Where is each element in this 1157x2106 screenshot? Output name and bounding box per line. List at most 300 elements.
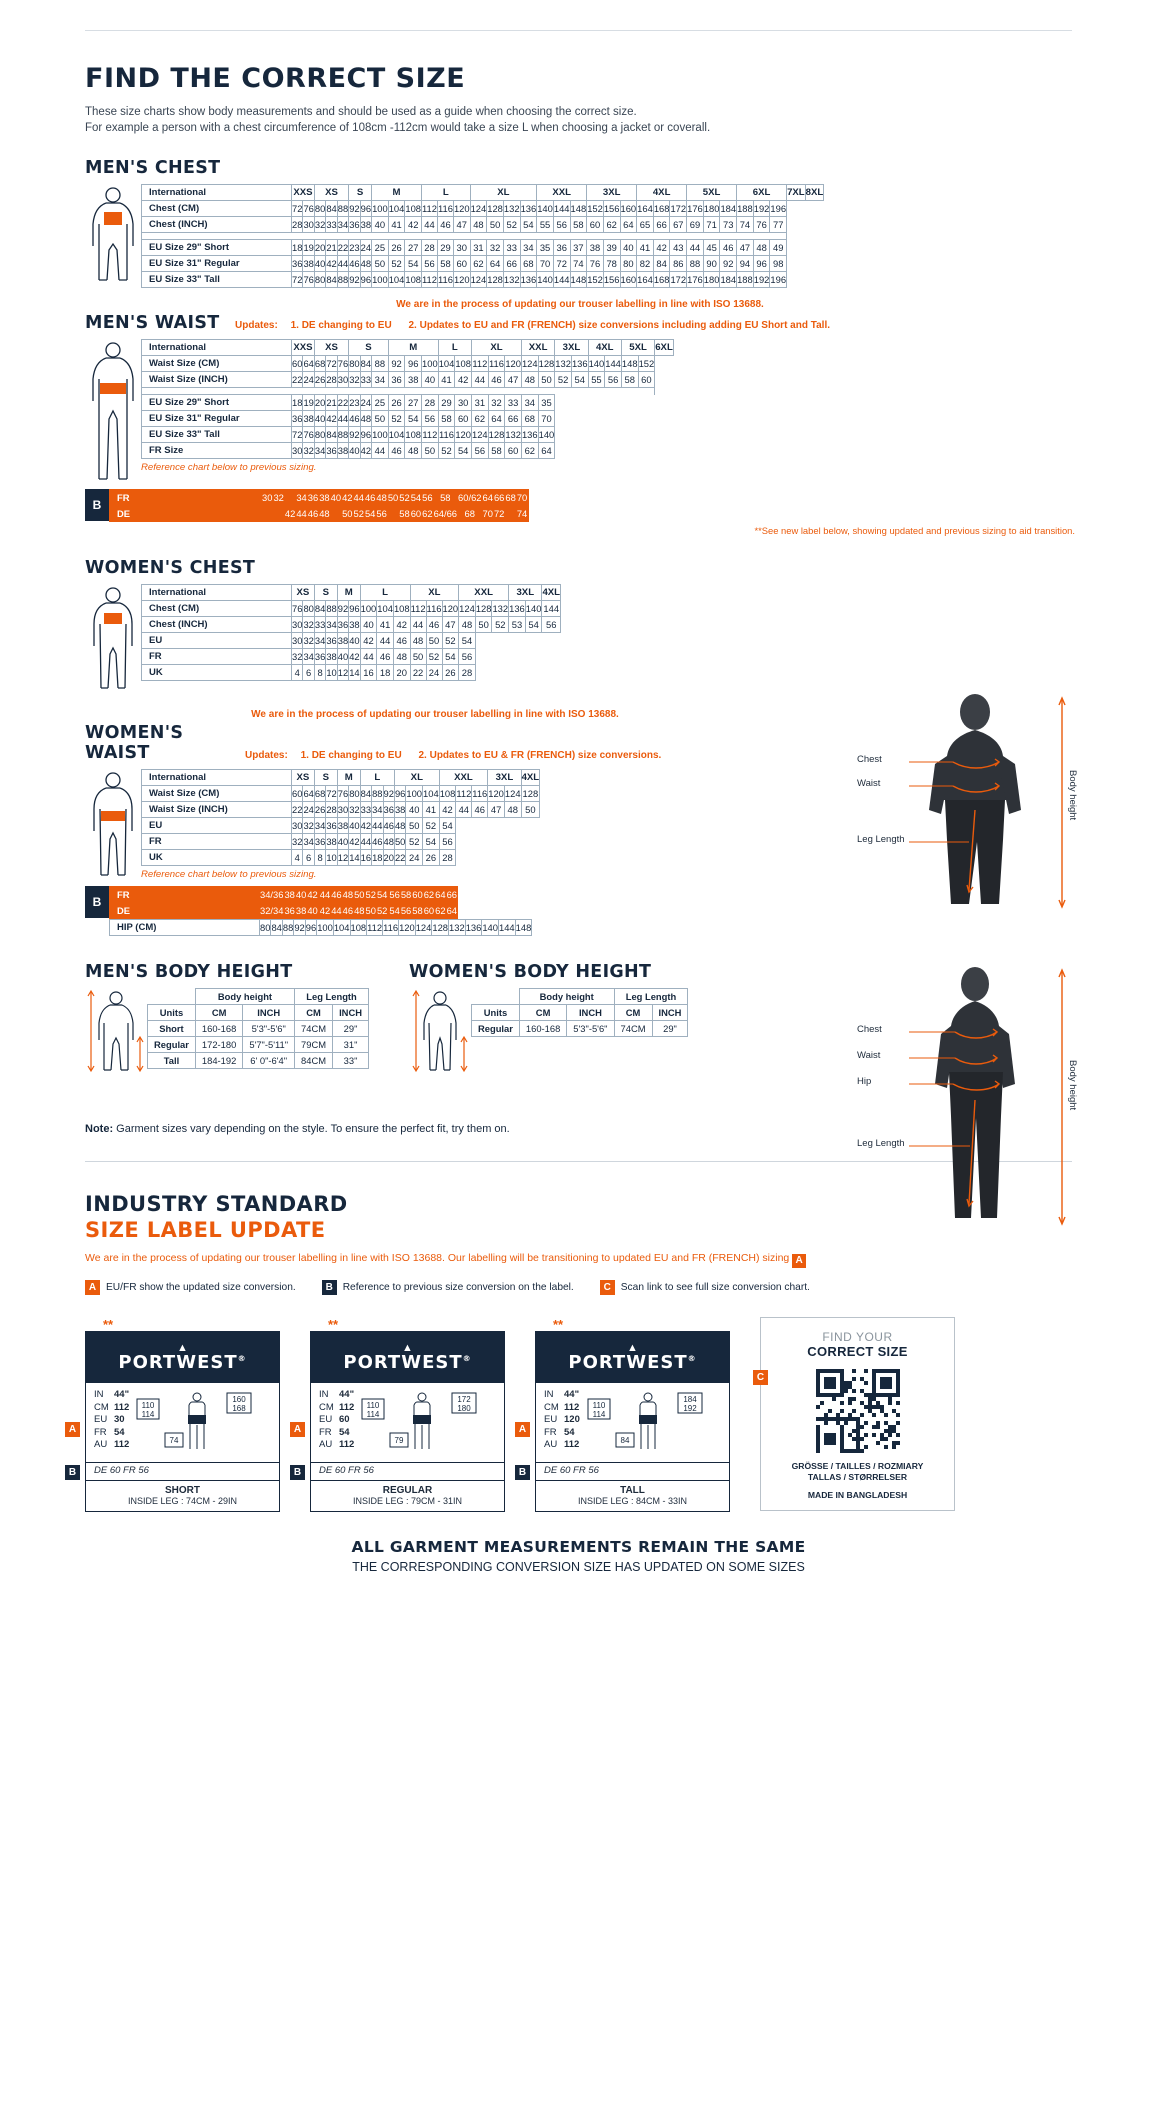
col-header: S: [349, 185, 372, 201]
table-row: [142, 802, 540, 818]
cell: 64: [303, 356, 314, 372]
cell: 92: [349, 201, 360, 217]
cell: 44: [319, 887, 330, 903]
col-header: S: [314, 770, 337, 786]
cell: 28: [292, 217, 303, 233]
col-header: XXL: [537, 185, 587, 201]
cell: 28: [459, 665, 476, 681]
cell: 100: [422, 356, 439, 372]
col-header: 6XL: [655, 340, 674, 356]
cell: 12: [337, 850, 348, 866]
cell: 30: [455, 395, 472, 411]
cell: 52: [388, 256, 405, 272]
cell: 53: [509, 617, 526, 633]
cell: 34: [314, 443, 325, 459]
cell: 37: [570, 240, 587, 256]
cell: 54: [389, 903, 400, 919]
womens-waist-update-1: 1. DE changing to EU: [300, 750, 402, 761]
legend-text-a: EU/FR show the updated size conversion.: [106, 1282, 296, 1293]
cell: 34/36: [260, 887, 284, 903]
table-row: [142, 633, 561, 649]
cell: 14: [349, 850, 360, 866]
row-label: HIP (CM): [110, 920, 260, 936]
cell: 65: [637, 217, 654, 233]
cell: 136: [509, 601, 526, 617]
cell: 164: [637, 201, 654, 217]
cell: 156: [603, 201, 620, 217]
cell: 22: [337, 240, 348, 256]
label-inside-leg: INSIDE LEG : 74CM - 29IN: [127, 1496, 238, 1506]
cell: 56: [553, 217, 570, 233]
table-header-row: [142, 185, 824, 201]
svg-text:168: 168: [232, 1404, 247, 1413]
brand-wordmark: PORTWEST®: [568, 1352, 697, 1373]
cell: 44: [337, 256, 348, 272]
cell: 58: [437, 256, 453, 272]
table-row: [142, 372, 674, 388]
cell: 128: [487, 272, 504, 288]
row-label: EU Size 31" Regular: [142, 256, 292, 272]
cell: 29: [438, 395, 455, 411]
col-header: XL: [470, 185, 537, 201]
svg-text:160: 160: [232, 1395, 247, 1404]
label-fit-footer: [86, 1480, 279, 1511]
col-header: 4XL: [521, 770, 540, 786]
cell: 54: [439, 818, 456, 834]
male-chest-silhouette-icon: [85, 184, 141, 289]
cell: 60: [292, 356, 303, 372]
spacer-cell: [148, 989, 196, 1005]
intro-line-1: These size charts show body measurements and should be used as a guide when choosing the correct size.: [85, 106, 637, 118]
label-figure: [360, 1389, 480, 1458]
table-row: [142, 601, 561, 617]
male-waist-silhouette-icon: [85, 339, 141, 489]
cell: 196: [770, 272, 787, 288]
cell: 148: [570, 272, 587, 288]
cell: 62: [470, 256, 487, 272]
cell: 52: [555, 372, 572, 388]
table-row: [142, 201, 824, 217]
label-spec-line: IN 44": [94, 1389, 130, 1400]
cell: 42: [342, 490, 353, 506]
cell: 38: [394, 802, 405, 818]
cell: 92: [720, 256, 737, 272]
col-header: 5XL: [687, 185, 737, 201]
label-spec-line: AU 112: [319, 1439, 355, 1450]
cell: 70: [482, 506, 493, 522]
col-header: 3XL: [509, 585, 542, 601]
label-brand-header: ▲ PORTWEST®: [536, 1332, 729, 1383]
label-box: [85, 1331, 280, 1512]
col-header: M: [388, 340, 438, 356]
male-height-silhouette-icon: [85, 988, 147, 1079]
label-figure: [586, 1389, 706, 1458]
cell: 42: [439, 802, 456, 818]
cell: 76: [587, 256, 604, 272]
cell: 50: [372, 411, 389, 427]
svg-text:172: 172: [457, 1395, 472, 1404]
cell: 104: [388, 427, 405, 443]
cell: 46: [349, 411, 360, 427]
cell: 21: [326, 240, 337, 256]
col-group-header: Leg Length: [295, 989, 369, 1005]
cell: 30: [292, 818, 303, 834]
cell: 40: [314, 256, 325, 272]
cell: 84: [326, 201, 337, 217]
spacer-cell: [471, 989, 519, 1005]
cell: 30: [337, 372, 348, 388]
cell: 128: [475, 601, 492, 617]
cell: 46: [331, 887, 342, 903]
svg-text:114: 114: [592, 1410, 606, 1419]
cell: 32: [314, 217, 325, 233]
cell: 46: [342, 903, 353, 919]
cell: 54: [459, 633, 476, 649]
svg-text:110: 110: [592, 1401, 606, 1410]
cell: 47: [505, 372, 522, 388]
cell: 116: [426, 601, 442, 617]
legend-badge-b: B: [322, 1280, 337, 1295]
intro-line-2: For example a person with a chest circumference of 108cm -112cm would take a size L when choosing a jacket or coverall.: [85, 122, 711, 134]
label-badge-a: A: [290, 1422, 305, 1437]
label-previous-conversion: DE 60 FR 56: [86, 1462, 279, 1480]
cell: 33: [505, 395, 522, 411]
cell: 8: [314, 850, 325, 866]
cell: 30: [292, 633, 303, 649]
cell: 42: [393, 617, 410, 633]
mens-chest-table: [141, 184, 824, 288]
table-row: [142, 411, 674, 427]
row-label: FR: [110, 490, 260, 506]
cell: 92: [294, 920, 305, 936]
cell: 68: [458, 506, 482, 522]
cell: 62: [423, 887, 434, 903]
cell: 42: [360, 633, 377, 649]
cell: 18: [377, 665, 394, 681]
cell: 86: [670, 256, 687, 272]
col-header: L: [360, 585, 410, 601]
row-label: EU Size 33" Tall: [142, 427, 292, 443]
cell: 48: [459, 617, 476, 633]
cell: 74CM: [614, 1021, 652, 1037]
cell: 140: [537, 272, 554, 288]
cell: 136: [465, 920, 482, 936]
legend-badge-c: C: [600, 1280, 615, 1295]
cell: 38: [349, 617, 360, 633]
womens-body-height-table: [471, 988, 688, 1037]
table-row: [142, 443, 674, 459]
cell: 34: [314, 633, 325, 649]
cell: 144: [553, 201, 570, 217]
cell: 52: [388, 411, 405, 427]
cell: 16: [360, 850, 371, 866]
label-box: [535, 1331, 730, 1512]
cell: 30: [292, 617, 303, 633]
row-label: EU: [142, 818, 292, 834]
cell: 48: [470, 217, 487, 233]
col-header: International: [142, 585, 292, 601]
cell: 56: [459, 649, 476, 665]
cell: 24: [406, 850, 423, 866]
cell: 80: [303, 601, 314, 617]
cell: [273, 506, 284, 522]
cell: 50: [521, 802, 540, 818]
label-badge-a: A: [65, 1422, 80, 1437]
cell: 38: [587, 240, 604, 256]
cell: 100: [372, 201, 389, 217]
cell: 128: [538, 356, 555, 372]
row-label: FR Size: [142, 443, 292, 459]
size-label-card: [68, 1317, 280, 1512]
cell: 60: [410, 506, 421, 522]
col-header: 3XL: [587, 185, 637, 201]
cell: 96: [405, 356, 422, 372]
row-spacer: [142, 388, 674, 395]
qr-code[interactable]: [816, 1369, 900, 1453]
cell: 54: [520, 217, 537, 233]
label-box: [310, 1331, 505, 1512]
col-header: XXL: [459, 585, 509, 601]
cell: 40: [307, 903, 318, 919]
svg-text:79: 79: [394, 1436, 404, 1445]
cell: 26: [314, 802, 325, 818]
label-inside-leg: INSIDE LEG : 84CM - 33IN: [577, 1496, 688, 1506]
cell: 41: [637, 240, 654, 256]
cell: 40: [330, 490, 341, 506]
col-header: 3XL: [488, 770, 521, 786]
cell: 50: [426, 633, 442, 649]
womens-waist-iso-note: We are in the process of updating our trouser labelling in line with ISO 13688.: [251, 709, 619, 720]
mens-waist-heading: MEN'S WAIST: [85, 313, 220, 333]
row-label: EU Size 29" Short: [142, 395, 292, 411]
cell: 140: [482, 920, 499, 936]
cell: 48: [319, 506, 330, 522]
cell: 58: [412, 903, 423, 919]
cell: 6: [303, 850, 314, 866]
cell: 40: [349, 633, 360, 649]
cell: 38: [303, 411, 314, 427]
cell: 50: [354, 887, 365, 903]
cell: 30: [262, 490, 273, 506]
cell: 38: [319, 490, 330, 506]
table-row: [142, 427, 674, 443]
col-header: INCH: [243, 1005, 295, 1021]
cell: 33: [314, 617, 325, 633]
cell: 46: [426, 617, 442, 633]
cell: 48: [410, 633, 426, 649]
cell: 38: [326, 649, 337, 665]
legend-item-a: [85, 1280, 296, 1295]
cell: 164: [637, 272, 654, 288]
col-header: Units: [148, 1005, 196, 1021]
cell: 50: [487, 217, 504, 233]
cell: 80: [314, 272, 325, 288]
top-divider: [85, 30, 1072, 31]
cell: 46: [472, 802, 488, 818]
cell: 56: [472, 443, 489, 459]
cell: 34: [326, 617, 337, 633]
row-label: Chest (INCH): [142, 217, 292, 233]
mens-waist-iso-note: We are in the process of updating our trouser labelling in line with ISO 13688.: [396, 299, 764, 310]
cell: 56: [605, 372, 622, 388]
col-header: 4XL: [637, 185, 687, 201]
label-spec-line: CM 112: [319, 1401, 355, 1413]
cell: 48: [394, 818, 405, 834]
cell: 62: [603, 217, 620, 233]
cell: 160: [620, 201, 637, 217]
cell: 124: [504, 786, 521, 802]
cell: 30: [337, 802, 348, 818]
cell: 32: [303, 633, 314, 649]
cell: 34: [372, 802, 383, 818]
cell: 38: [360, 217, 371, 233]
cell: 48: [405, 443, 422, 459]
cell: 54: [405, 411, 422, 427]
cell: 50: [365, 903, 376, 919]
label-spec-line: EU 30: [94, 1414, 125, 1425]
cell: 136: [521, 427, 538, 443]
womens-chest-heading: WOMEN'S CHEST: [85, 558, 256, 578]
cell: 42: [455, 372, 472, 388]
cell: 34: [337, 217, 348, 233]
cell: 44: [456, 802, 472, 818]
cell: 52: [353, 506, 364, 522]
col-header: International: [142, 340, 292, 356]
cell: 50: [410, 649, 426, 665]
cell: 50: [387, 490, 398, 506]
cell: 74: [516, 506, 527, 522]
cell: 88: [337, 427, 348, 443]
cell: 108: [393, 601, 410, 617]
label-badge-b: B: [290, 1465, 305, 1480]
cell: 74: [737, 217, 754, 233]
cell: 66: [503, 256, 520, 272]
cell: 18: [292, 395, 303, 411]
label-legend: [85, 1280, 1157, 1295]
cell: 46: [393, 633, 410, 649]
cell: 124: [470, 201, 487, 217]
cell: 52: [438, 443, 455, 459]
cell: 40: [314, 411, 325, 427]
col-header: 4XL: [542, 585, 561, 601]
cell: 50: [342, 506, 353, 522]
label-stars: **: [103, 1317, 114, 1332]
cell: 104: [438, 356, 455, 372]
cell: 140: [525, 601, 542, 617]
row-label: EU Size 33" Tall: [142, 272, 292, 288]
cell: 108: [439, 786, 456, 802]
cell: 104: [388, 201, 405, 217]
cell: 120: [488, 786, 505, 802]
cell: 62: [472, 411, 489, 427]
row-label: Chest (INCH): [142, 617, 292, 633]
cell: 172-180: [195, 1037, 242, 1053]
cell: 84: [326, 272, 337, 288]
cell: 46: [372, 834, 383, 850]
col-group-header: Body height: [195, 989, 294, 1005]
cell: 140: [538, 427, 555, 443]
cell: 46: [377, 649, 394, 665]
cell: [284, 490, 295, 506]
cell: 34: [296, 490, 307, 506]
cell: 58: [433, 490, 457, 506]
qr-size-chart-card[interactable]: [756, 1317, 955, 1511]
table-row: [110, 887, 458, 903]
table-row: [110, 506, 529, 522]
cell: 196: [770, 201, 787, 217]
cell: 80: [620, 256, 637, 272]
label-spec-list: [319, 1389, 354, 1458]
cell: 68: [314, 786, 325, 802]
cell: 92: [383, 786, 394, 802]
cell: 32: [487, 240, 504, 256]
cell: [505, 506, 516, 522]
cell: 44: [410, 617, 426, 633]
cell: 49: [770, 240, 787, 256]
cell: 84: [360, 786, 371, 802]
cell: 28: [326, 802, 337, 818]
row-label: EU: [142, 633, 292, 649]
cell: 32: [303, 617, 314, 633]
table-row: [110, 490, 529, 506]
cell: 31: [472, 395, 489, 411]
cell: 36: [292, 411, 303, 427]
label-badge-b: B: [65, 1465, 80, 1480]
cell: 140: [588, 356, 605, 372]
cell: 144: [542, 601, 561, 617]
male-model-figure: [857, 690, 1087, 920]
female-callout-body-height: Body height: [1067, 1060, 1078, 1111]
row-label: DE: [110, 903, 260, 919]
cell: 32/34: [260, 903, 284, 919]
cell: 94: [737, 256, 754, 272]
col-header: XS: [292, 770, 315, 786]
cell: 22: [394, 850, 405, 866]
cell: 24: [303, 372, 314, 388]
cell: 88: [687, 256, 704, 272]
table-row: [142, 834, 540, 850]
cell: 64: [538, 443, 555, 459]
col-header: International: [142, 770, 292, 786]
col-header: XXS: [292, 185, 315, 201]
womens-waist-updates-label: Updates:: [245, 750, 288, 761]
cell: 46: [349, 256, 360, 272]
cell: 184: [720, 201, 737, 217]
cell: 88: [282, 920, 293, 936]
col-header: L: [360, 770, 394, 786]
col-header: M: [337, 770, 360, 786]
brand-wordmark: PORTWEST®: [118, 1352, 247, 1373]
row-label: EU Size 29" Short: [142, 240, 292, 256]
cell: 54: [364, 506, 375, 522]
cell: 44: [472, 372, 489, 388]
cell: 41: [377, 617, 394, 633]
mens-body-height-table: [147, 988, 369, 1069]
row-spacer: [142, 233, 824, 240]
cell: 160-168: [519, 1021, 566, 1037]
cell: 132: [505, 427, 522, 443]
row-label: Waist Size (CM): [142, 356, 292, 372]
cell: 64: [446, 903, 457, 919]
cell: 33: [360, 372, 371, 388]
model-figures: [857, 690, 1087, 1240]
table-row: [110, 903, 458, 919]
cell: 22: [410, 665, 426, 681]
cell: 24: [426, 665, 442, 681]
svg-text:84: 84: [620, 1436, 630, 1445]
col-header: CM: [519, 1005, 566, 1021]
cell: 50: [538, 372, 555, 388]
